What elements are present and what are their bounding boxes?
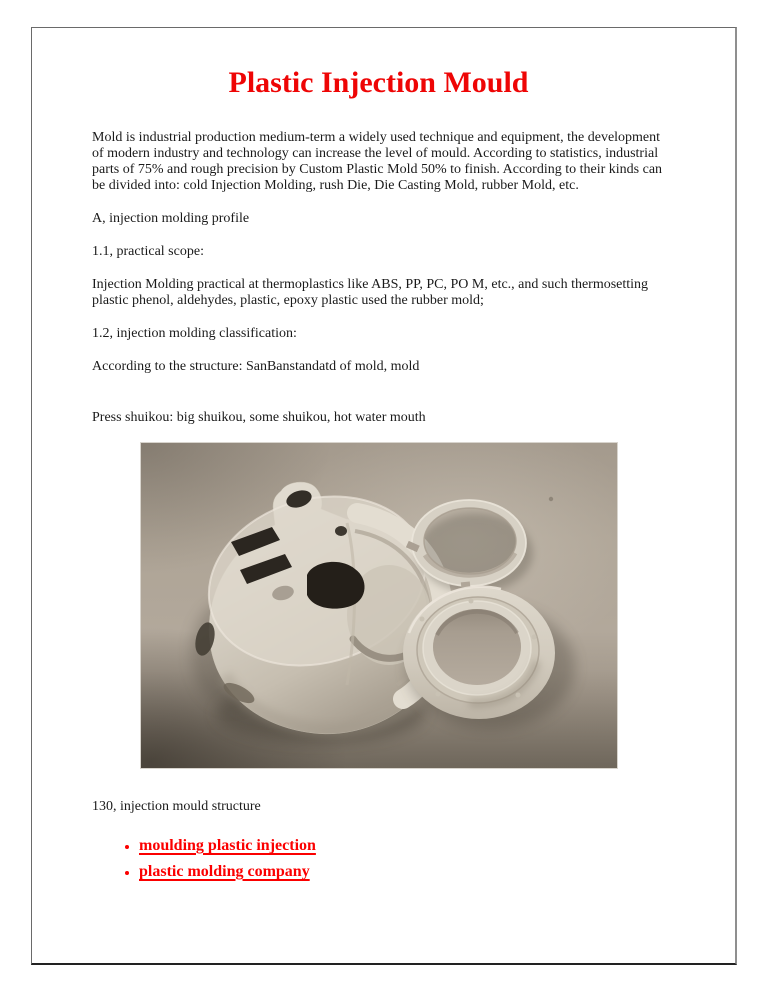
molded-parts-photo-graphic (141, 443, 617, 768)
list-item (139, 833, 665, 859)
section-1-2-heading: 1.2, injection molding classification: (92, 326, 297, 341)
press-shuikou-paragraph: Press shuikou: big shuikou, some shuikou, hot water mouth (92, 410, 426, 425)
intro-paragraph: Mold is industrial production medium-term a widely used technique and equipment, the development of modern industry and technology can increase the level of mould. According to statistics, industrial parts of 75% and rough precision by Custom Plastic Mold 50% to finish. According to their kinds can be divided into: cold Injection Molding, rush Die, Die Casting Mold, rubber Mold, etc. (92, 130, 663, 193)
section-a-heading: A, injection molding profile (92, 211, 250, 226)
link-list (92, 833, 665, 885)
document-page (31, 27, 737, 965)
link-moulding-plastic-injection[interactable]: moulding plastic injection (139, 837, 316, 854)
link-plastic-molding-company[interactable]: plastic molding company (139, 863, 310, 880)
structure-paragraph: According to the structure: SanBanstandatd of mold, mold (92, 359, 420, 374)
mould-structure-line: 130, injection mould structure (92, 799, 261, 814)
page-title: Plastic Injection Mould (228, 66, 529, 99)
section-1-1-heading: 1.1, practical scope: (92, 244, 204, 259)
practical-scope-paragraph: Injection Molding practical at thermoplastics like ABS, PP, PC, PO M, etc., and such thermosetting plastic phenol, aldehydes, plastic, epoxy plastic used the rubber mold; (92, 277, 649, 308)
molded-parts-photo (140, 442, 618, 769)
list-item (139, 859, 665, 885)
